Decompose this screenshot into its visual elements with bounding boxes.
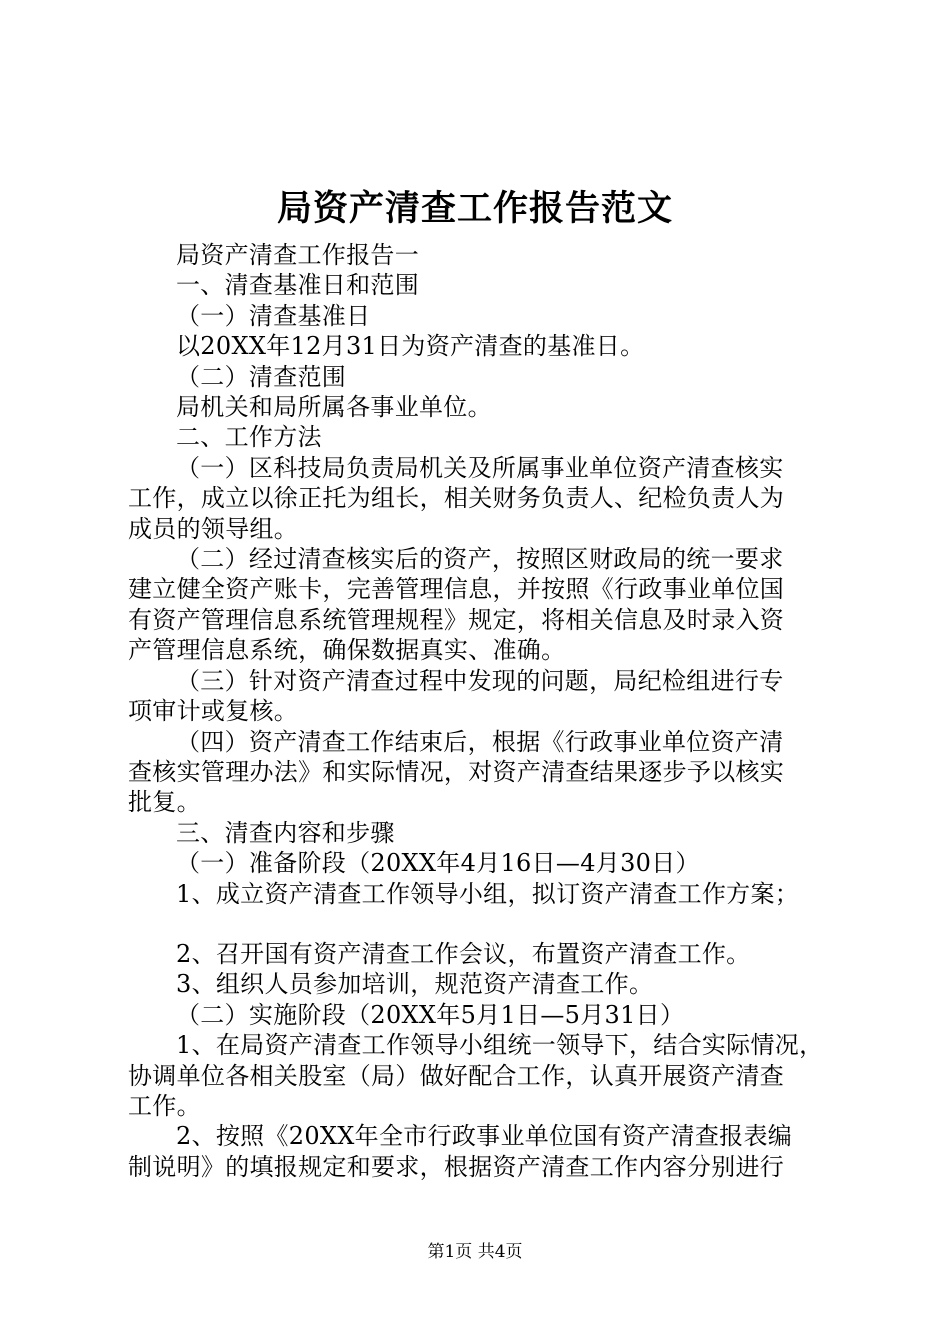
paragraph-line: 查核实管理办法》和实际情况，对资产清查结果逐步予以核实 xyxy=(128,757,785,786)
paragraph-line: 产管理信息系统，确保数据真实、准确。 xyxy=(128,636,566,665)
paragraph-line: 局资产清查工作报告一 xyxy=(176,241,419,269)
paragraph-line: 建立健全资产账卡，完善管理信息，并按照《行政事业单位国 xyxy=(128,575,785,604)
page-title: 局资产清查工作报告范文 xyxy=(276,188,673,229)
paragraph-line: 批复。 xyxy=(128,788,201,817)
paragraph-line: 工作，成立以徐正托为组长，相关财务负责人、纪检负责人为 xyxy=(128,484,785,513)
page-footer: 第1页 共4页 xyxy=(427,1242,523,1262)
paragraph-line: 有资产管理信息系统管理规程》规定，将相关信息及时录入资 xyxy=(128,605,785,634)
paragraph-line: 3、组织人员参加培训，规范资产清查工作。 xyxy=(176,970,654,999)
paragraph-line: （二）实施阶段（20XX年5月1日—5月31日） xyxy=(176,1000,685,1029)
paragraph-line: 三、清查内容和步骤 xyxy=(176,818,395,847)
paragraph-line xyxy=(128,909,838,939)
paragraph-line: 1、成立资产清查工作领导小组，拟订资产清查工作方案； xyxy=(176,879,800,908)
paragraph-line: 二、工作方法 xyxy=(176,423,322,452)
paragraph-line: （一）准备阶段（20XX年4月16日—4月30日） xyxy=(176,849,700,878)
document-body xyxy=(128,240,838,1182)
paragraph-line: （四）资产清查工作结束后，根据《行政事业单位资产清 xyxy=(176,727,784,756)
paragraph-line: 制说明》的填报规定和要求，根据资产清查工作内容分别进行 xyxy=(128,1152,785,1181)
paragraph-line: 成员的领导组。 xyxy=(128,514,299,543)
paragraph-line: （二）清查范围 xyxy=(176,362,347,391)
paragraph-line: （一）清查基准日 xyxy=(176,301,371,330)
paragraph-line: （三）针对资产清查过程中发现的问题，局纪检组进行专 xyxy=(176,666,784,695)
paragraph-line: （一）区科技局负责局机关及所属事业单位资产清查核实 xyxy=(176,453,784,482)
paragraph-line: （二）经过清查核实后的资产，按照区财政局的统一要求 xyxy=(176,545,784,574)
paragraph-line: 2、按照《20XX年全市行政事业单位国有资产清查报表编 xyxy=(176,1122,793,1151)
paragraph-line: 工作。 xyxy=(128,1091,201,1120)
paragraph-line: 2、召开国有资产清查工作会议，布置资产清查工作。 xyxy=(176,939,751,968)
paragraph-line: 局机关和局所属各事业单位。 xyxy=(176,393,492,422)
paragraph-line: 项审计或复核。 xyxy=(128,697,299,726)
paragraph-line: 以20XX年12月31日为资产清查的基准日。 xyxy=(176,332,645,361)
paragraph-line: 协调单位各相关股室（局）做好配合工作，认真开展资产清查 xyxy=(128,1061,785,1090)
paragraph-line: 一、清查基准日和范围 xyxy=(176,271,419,300)
paragraph-line: 1、在局资产清查工作领导小组统一领导下，结合实际情况， xyxy=(176,1031,824,1060)
